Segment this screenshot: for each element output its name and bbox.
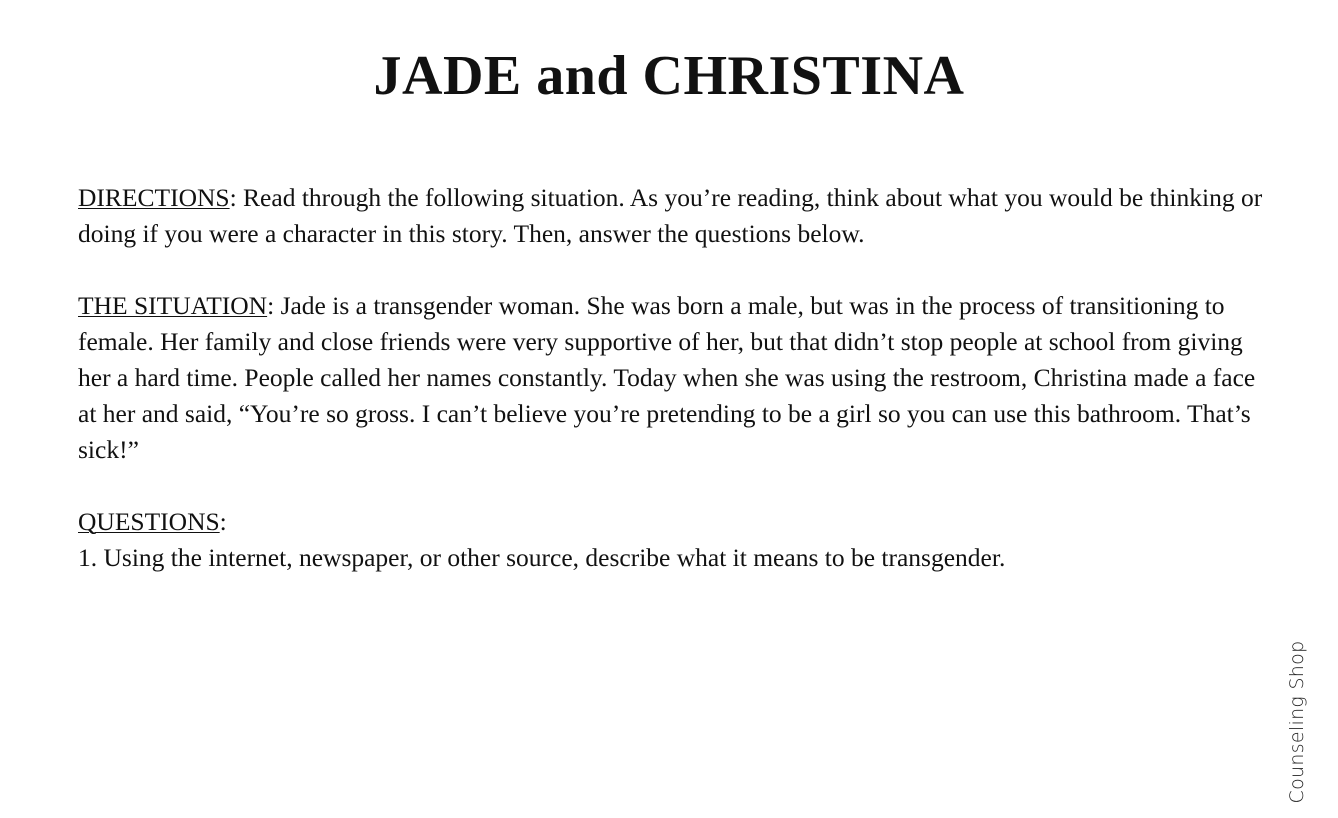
directions-text: : Read through the following situation. As you’re reading, think about what you would be thinking or doing if you were a character in this story. Then, answer the questions below. — [78, 183, 1263, 248]
page-title: JADE and CHRISTINA — [373, 45, 965, 107]
directions-label: DIRECTIONS — [78, 183, 230, 212]
questions-label-colon: : — [219, 507, 227, 536]
directions-paragraph — [78, 180, 1278, 252]
questions-section — [78, 504, 1278, 576]
watermark-text: Counseling Shop — [1286, 640, 1308, 804]
situation-text: : Jade is a transgender woman. She was born a male, but was in the process of transitioning to female. Her family and close friends were very supportive of her, but that didn’t stop people at school from giving her a hard time. People called her names constantly. Today when she was using the restroom, Christina made a face at her and said, “You’re so gross. I can’t believe you’re pretending to be a girl so you can use this bathroom. That’s sick!” — [78, 291, 1256, 464]
questions-list — [78, 540, 1278, 576]
questions-label: QUESTIONS — [78, 507, 220, 536]
questions-heading — [78, 504, 1278, 540]
situation-paragraph — [78, 288, 1278, 468]
question-item-1: 1. Using the internet, newspaper, or other source, describe what it means to be transgender. — [78, 543, 1006, 572]
situation-label: THE SITUATION — [78, 291, 268, 320]
